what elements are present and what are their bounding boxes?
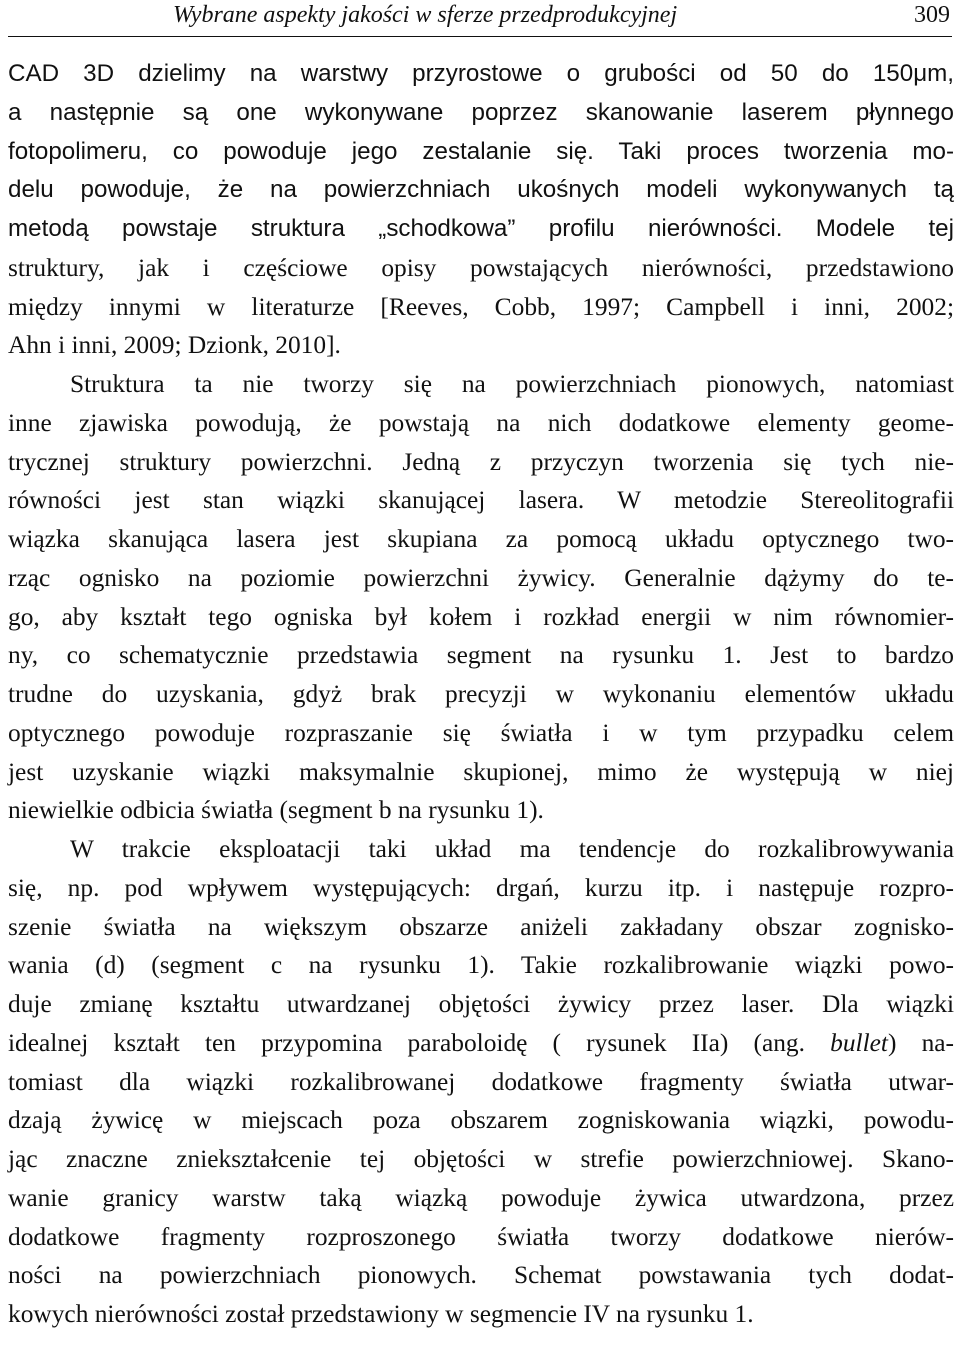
text-line: tomiast dla wiązki rozkalibrowanej dodatkowe fragmenty światła utwar- (8, 1067, 954, 1096)
text-line: trudne do uzyskania, gdyż brak precyzji w wykonaniu elementów układu (8, 680, 954, 708)
text-line: Ahn i inni, 2009; Dzionk, 2010]. (8, 331, 341, 360)
text-line: ności na powierzchniach pionowych. Schemat powstawania tych dodat- (8, 1261, 954, 1290)
text-line: inne zjawiska powodują, że powstają na nich dodatkowe elementy geome- (8, 408, 954, 437)
text-line: metodą powstaje struktura „schodkowa” profilu nierówności. Modele tej (8, 215, 954, 242)
text-line: rząc ognisko na poziomie powierzchni żywicy. Generalnie dążymy do te- (8, 563, 954, 592)
text-line: Struktura ta nie tworzy się na powierzchniach pionowych, natomiast (70, 370, 954, 398)
text-line: jest uzyskanie wiązki maksymalnie skupionej, mimo że występują w niej (8, 757, 954, 786)
running-title: Wybrane aspekty jakości w sferze przedprodukcyjnej (173, 2, 678, 28)
text-line: równości jest stan wiązki skanującej lasera. W metodzie Stereolitografii (8, 486, 954, 515)
text-line: trycznej struktury powierzchni. Jedną z przyczyn tworzenia się tych nie- (8, 447, 954, 476)
paragraph-2 (8, 365, 954, 830)
text-line: idealnej kształt ten przypomina paraboloidę ( rysunek IIa) (ang. bullet) na- (8, 1028, 954, 1057)
text-line: szenie światła na większym obszarze aniżeli zakładany obszar zognisko- (8, 912, 954, 941)
text-line: wanie granicy warstw taką wiązką powoduje żywica utwardzona, przez (8, 1183, 954, 1212)
paragraph-1 (8, 55, 954, 365)
text-line: dzają żywicę w miejscach poza obszarem zogniskowania wiązki, powodu- (8, 1106, 954, 1135)
running-header (8, 0, 952, 37)
body-text (8, 55, 954, 1334)
text-line: W trakcie eksploatacji taki układ ma tendencje do rozkalibrowywania (70, 835, 954, 863)
paragraph-3 (8, 830, 954, 1334)
text-line: duje zmianę kształtu utwardzanej objętości żywicy przez laser. Dla wiązki (8, 990, 954, 1018)
text-line: kowych nierówności został przedstawiony w segmencie IV na rysunku 1. (8, 1300, 754, 1328)
text-line: się, np. pod wpływem występujących: drgań, kurzu itp. i następuje rozpro- (8, 873, 954, 902)
text-line: wania (d) (segment c na rysunku 1). Takie rozkalibrowanie wiązki powo- (8, 951, 954, 980)
emphasis-term: bullet (830, 1028, 888, 1057)
text-line: między innymi w literaturze [Reeves, Cobb, 1997; Campbell i inni, 2002; (8, 292, 954, 321)
text-line: jąc znaczne zniekształcenie tej objętości w strefie powierzchniowej. Skano- (8, 1145, 954, 1173)
text-line: wiązka skanująca lasera jest skupiana za pomocą układu optycznego two- (8, 525, 954, 553)
text-line: a następnie są one wykonywane poprzez skanowanie laserem płynnego (8, 98, 954, 126)
text-line: fotopolimeru, co powoduje jego zestalanie się. Taki proces tworzenia mo- (8, 137, 954, 165)
text-line: struktury, jak i częściowe opisy powstających nierówności, przedstawiono (8, 253, 954, 282)
text-line: ny, co schematycznie przedstawia segment na rysunku 1. Jest to bardzo (8, 641, 954, 670)
text-line: optycznego powoduje rozpraszanie się światła i w tym przypadku celem (8, 718, 954, 747)
text-line: dodatkowe fragmenty rozproszonego światła tworzy dodatkowe nierów- (8, 1222, 954, 1251)
text-line: go, aby kształt tego ogniska był kołem i rozkład energii w nim równomier- (8, 602, 954, 631)
page-number: 309 (914, 2, 950, 28)
text-line: CAD 3D dzielimy na warstwy przyrostowe o grubości od 50 do 150μm, (8, 60, 954, 87)
text-line: delu powoduje, że na powierzchniach ukośnych modeli wykonywanych tą (8, 176, 954, 204)
text-line: niewielkie odbicia światła (segment b na rysunku 1). (8, 796, 544, 825)
